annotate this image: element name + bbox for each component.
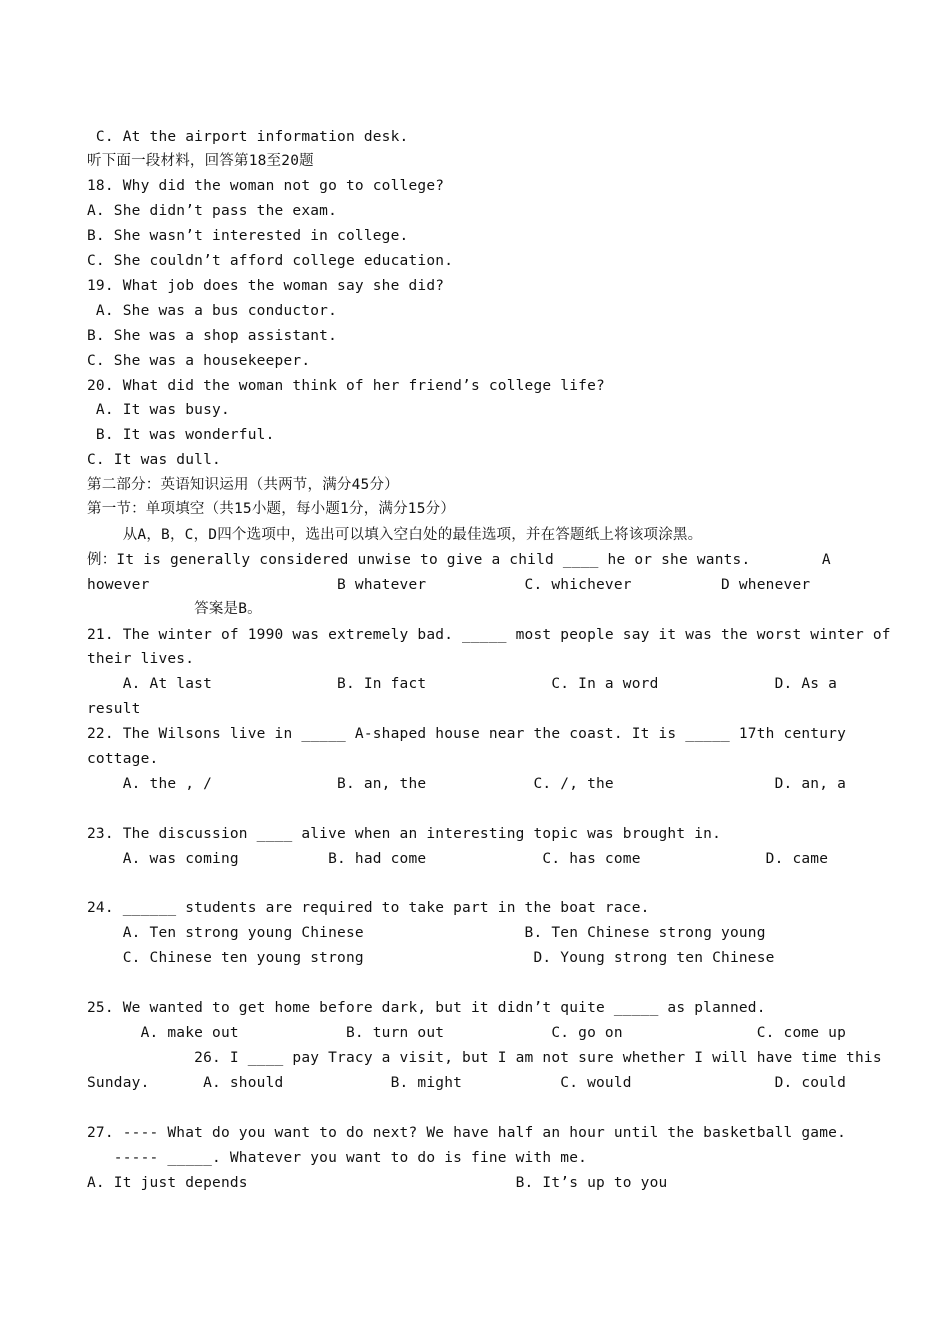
section-instruction-18-20: 听下面一段材料，回答第18至20题	[87, 153, 314, 169]
q20-option-c: C. It was dull.	[87, 452, 221, 468]
section-one-heading: 第一节：单项填空（共15小题，每小题1分，满分15分）	[87, 501, 456, 517]
q21-options: A. At last B. In fact C. In a word D. As a	[87, 676, 838, 692]
q24-options-ab: A. Ten strong young Chinese B. Ten Chinese strong young	[87, 925, 766, 941]
q27-stem: 27. ---- What do you want to do next? We have half an hour until the basketball game.	[87, 1125, 847, 1141]
q19-option-b: B. She was a shop assistant.	[87, 328, 338, 344]
q17-option-c: C. At the airport information desk.	[87, 129, 409, 145]
q24-options-cd: C. Chinese ten young strong D. Young strong ten Chinese	[87, 950, 775, 966]
example-stem: 例：It is generally considered unwise to give a child ____ he or she wants. A	[87, 552, 831, 568]
q23-options: A. was coming B. had come C. has come D. came	[87, 851, 829, 867]
q18-stem: 18. Why did the woman not go to college?	[87, 178, 445, 194]
q20-option-a: A. It was busy.	[87, 402, 230, 418]
q25-options: A. make out B. turn out C. go on C. come up	[87, 1025, 847, 1041]
q23-stem: 23. The discussion ____ alive when an interesting topic was brought in.	[87, 826, 722, 842]
q21-stem-cont: their lives.	[87, 651, 195, 667]
q22-stem: 22. The Wilsons live in _____ A-shaped house near the coast. It is _____ 17th century	[87, 726, 847, 742]
example-answer: 答案是B。	[87, 601, 262, 617]
q22-stem-cont: cottage.	[87, 751, 159, 767]
section-one-instruction: 从A，B，C，D四个选项中，选出可以填入空白处的最佳选项，并在答题纸上将该项涂黑。	[87, 527, 703, 543]
q25-stem: 25. We wanted to get home before dark, but it didn’t quite _____ as planned.	[87, 1000, 766, 1016]
q19-option-c: C. She was a housekeeper.	[87, 353, 311, 369]
q22-options: A. the , / B. an, the C. /, the D. an, a	[87, 776, 847, 792]
part-two-heading: 第二部分：英语知识运用（共两节，满分45分）	[87, 477, 399, 493]
q21-stem: 21. The winter of 1990 was extremely bad. _____ most people say it was the worst winter of	[87, 627, 891, 643]
q27-options: A. It just depends B. It’s up to you	[87, 1175, 668, 1191]
q18-option-c: C. She couldn’t afford college education.	[87, 253, 454, 269]
q26-options: Sunday. A. should B. might C. would D. could	[87, 1075, 847, 1091]
q19-stem: 19. What job does the woman say she did?	[87, 278, 445, 294]
q21-options-cont: result	[87, 701, 141, 717]
q18-option-a: A. She didn’t pass the exam.	[87, 203, 338, 219]
q20-stem: 20. What did the woman think of her friend’s college life?	[87, 378, 605, 394]
q27-reply: ----- _____. Whatever you want to do is fine with me.	[87, 1150, 588, 1166]
q26-stem: 26. I ____ pay Tracy a visit, but I am not sure whether I will have time this	[87, 1050, 882, 1066]
q20-option-b: B. It was wonderful.	[87, 427, 275, 443]
q19-option-a: A. She was a bus conductor.	[87, 303, 338, 319]
q24-stem: 24. ______ students are required to take part in the boat race.	[87, 900, 650, 916]
example-options: however B whatever C. whichever D whenever	[87, 577, 811, 593]
q18-option-b: B. She wasn’t interested in college.	[87, 228, 409, 244]
